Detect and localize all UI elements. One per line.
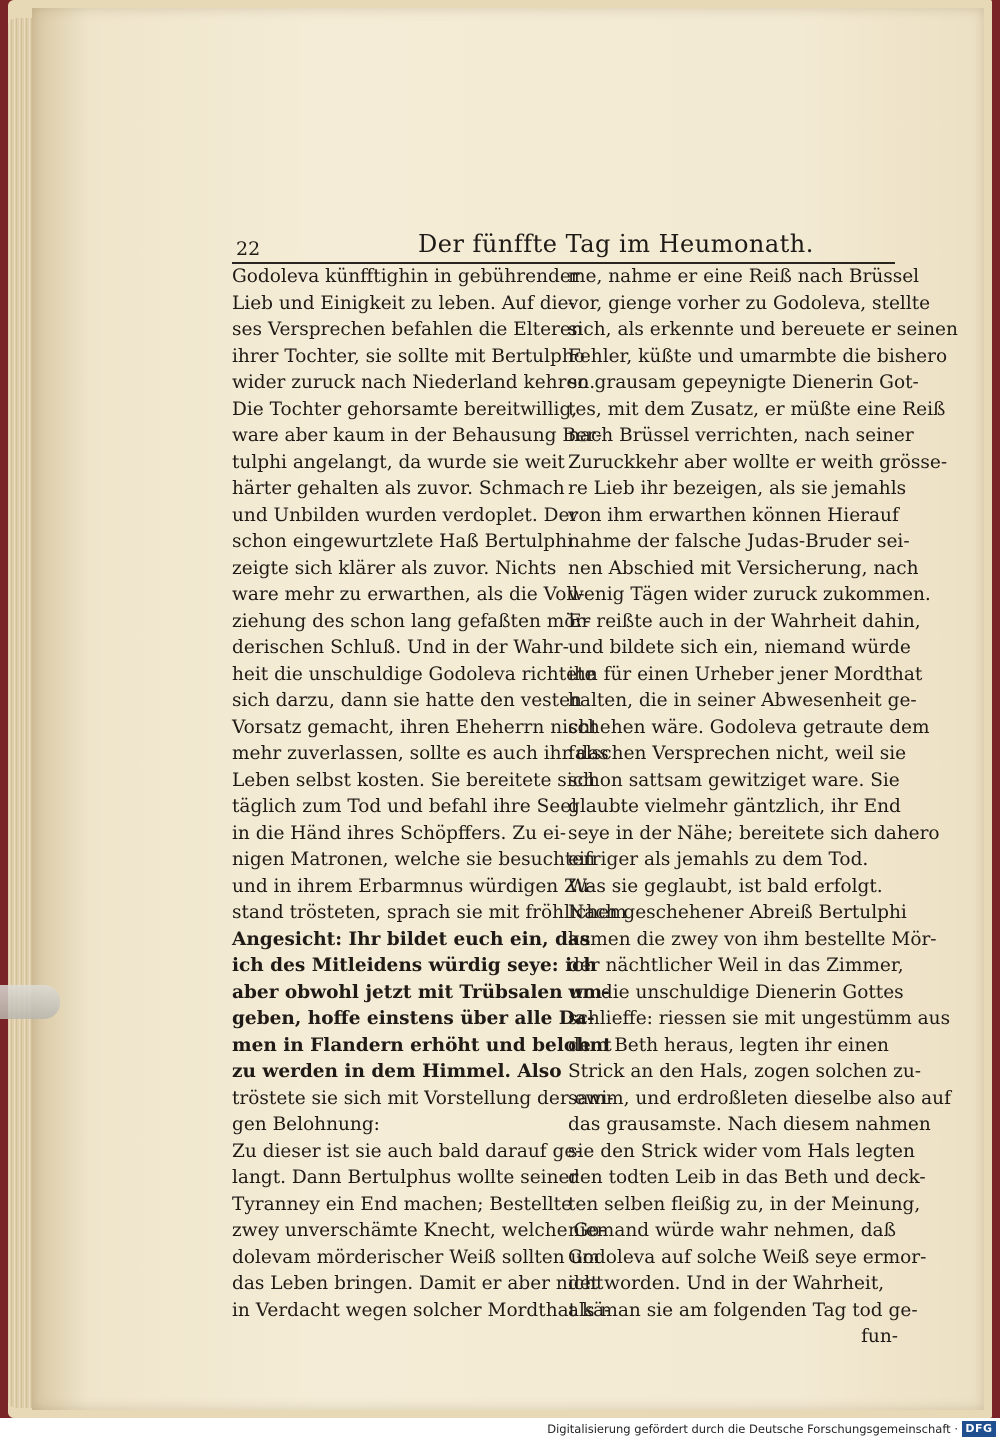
- thumb-marker: [0, 985, 60, 1019]
- text-line: aber obwohl jetzt mit Trübsalen um-: [232, 981, 610, 1003]
- text-line: und bildete sich ein, niemand würde: [568, 637, 911, 658]
- text-line: der nächtlicher Weil in das Zimmer,: [568, 955, 904, 976]
- running-head: Der fünffte Tag im Heumonath.: [418, 230, 814, 258]
- text-line: Zu dieser ist sie auch bald darauf ge-: [232, 1140, 582, 1162]
- text-line: stand trösteten, sprach sie mit fröhlichem: [232, 902, 627, 923]
- left-text-column: [232, 264, 627, 1324]
- text-line: me, nahme er eine Reiß nach Brüssel: [568, 266, 920, 287]
- text-line: den todten Leib in das Beth und deck-: [568, 1167, 926, 1188]
- text-line: vor, gienge vorher zu Godoleva, stellte: [568, 292, 931, 314]
- text-line: wider zuruck nach Niederland kehren.: [232, 372, 596, 393]
- text-line: tulphi angelangt, da wurde sie weit: [232, 451, 565, 473]
- text-line: schlieffe: riessen sie mit ungestümm aus: [568, 1008, 951, 1029]
- text-line: Godoleva künfftighin in gebührender: [232, 266, 580, 287]
- text-line: nen Abschied mit Versicherung, nach: [568, 557, 919, 579]
- text-line: Tyranney ein End machen; Bestellte: [232, 1193, 573, 1215]
- text-line: Vorsatz gemacht, ihren Eheherrn nicht: [232, 716, 598, 738]
- text-line: sich, als erkennte und bereuete er seinen: [568, 319, 958, 340]
- text-line: gen Belohnung:: [232, 1114, 380, 1135]
- text-line: und in ihrem Erbarmnus würdigen Zu-: [232, 875, 596, 897]
- text-line: Angesicht: Ihr bildet euch ein, das: [232, 928, 591, 950]
- funding-credit: Digitalisierung gefördert durch die Deutsche Forschungsgemeinschaft ·: [547, 1422, 958, 1436]
- text-line: ich des Mitleidens würdig seye: ich: [232, 955, 597, 976]
- text-line: Strick an den Hals, zogen solchen zu-: [568, 1061, 922, 1082]
- text-line: niemand würde wahr nehmen, daß: [568, 1220, 896, 1241]
- text-line: Lieb und Einigkeit zu leben. Auf die-: [232, 292, 575, 314]
- text-line: ses Versprechen befahlen die Elteren: [232, 319, 583, 340]
- text-line: langt. Dann Bertulphus wollte seiner: [232, 1167, 579, 1188]
- text-line: und Unbilden wurden verdoplet. Der: [232, 504, 579, 526]
- text-line: ziehung des schon lang gefaßten mör-: [232, 610, 591, 632]
- text-line: kamen die zwey von ihm bestellte Mör-: [568, 928, 937, 950]
- text-line: in die Händ ihres Schöpffers. Zu ei-: [232, 822, 566, 844]
- text-line: als man sie am folgenden Tag tod ge-: [568, 1299, 918, 1321]
- text-line: det worden. Und in der Wahrheit,: [568, 1273, 885, 1294]
- text-line: derischen Schluß. Und in der Wahr-: [232, 637, 569, 658]
- text-line: tes, mit dem Zusatz, er müßte eine Reiß: [568, 398, 946, 420]
- right-text-column: [568, 264, 958, 1351]
- text-line: schon eingewurtzlete Haß Bertulphi: [232, 531, 573, 552]
- text-line: sie den Strick wider vom Hals legten: [568, 1140, 915, 1162]
- text-line: nahme der falsche Judas-Bruder sei-: [568, 531, 910, 552]
- page-number: 22: [236, 238, 261, 260]
- text-line: nigen Matronen, welche sie besuchten: [232, 849, 596, 870]
- text-line: Er reißte auch in der Wahrheit dahin,: [568, 610, 921, 632]
- text-line: glaubte vielmehr gäntzlich, ihr End: [568, 796, 901, 817]
- text-line: Zuruckkehr aber wollte er weith grösse-: [568, 451, 948, 473]
- text-line: re Lieb ihr bezeigen, als sie jemahls: [568, 478, 907, 499]
- dfg-logo: DFG: [962, 1421, 996, 1437]
- text-line: in Verdacht wegen solcher Mordthat kä-: [232, 1299, 611, 1321]
- text-line: das grausamste. Nach diesem nahmen: [568, 1114, 931, 1135]
- text-line: sich darzu, dann sie hatte den vesten: [232, 690, 582, 711]
- text-line: zu werden in dem Himmel. Also: [232, 1061, 562, 1082]
- text-line: ihrer Tochter, sie sollte mit Bertulpho: [232, 345, 585, 367]
- catchword: fun-: [861, 1326, 898, 1347]
- text-line: ihn für einen Urheber jener Mordthat: [568, 663, 923, 685]
- text-line: zeigte sich klärer als zuvor. Nichts: [232, 557, 557, 579]
- text-line: dem Beth heraus, legten ihr einen: [568, 1034, 889, 1056]
- text-line: Leben selbst kosten. Sie bereitete sich: [232, 769, 595, 791]
- footer-bar: [0, 1418, 1000, 1441]
- text-line: heit die unschuldige Godoleva richtete: [232, 663, 596, 685]
- text-line: samm, und erdroßleten dieselbe also auf: [568, 1087, 951, 1109]
- page-header: [232, 230, 895, 264]
- text-line: halten, die in seiner Abwesenheit ge-: [568, 690, 917, 711]
- text-line: seye in der Nähe; bereitete sich dahero: [568, 822, 940, 844]
- text-line: tröstete sie sich mit Vorstellung der ewi-: [232, 1087, 614, 1109]
- text-line: mehr zuverlassen, sollte es auch ihr das: [232, 743, 609, 764]
- text-line: dolevam mörderischer Weiß sollten um: [232, 1246, 600, 1268]
- text-line: Fehler, küßte und umarmbte die bishero: [568, 345, 948, 367]
- text-line: nach Brüssel verrichten, nach seiner: [568, 425, 914, 446]
- text-line: Die Tochter gehorsamte bereitwillig,: [232, 398, 578, 420]
- text-line: eifriger als jemahls zu dem Tod.: [568, 849, 869, 870]
- text-line: Godoleva auf solche Weiß seye ermor-: [568, 1246, 927, 1268]
- text-line: von ihm erwarthen können Hierauf: [568, 504, 899, 526]
- text-line: ware aber kaum in der Behausung Ber-: [232, 425, 602, 446]
- text-line: das Leben bringen. Damit er aber nicht: [232, 1273, 604, 1294]
- text-line: täglich zum Tod und befahl ihre Seel: [232, 796, 578, 817]
- text-line: schon sattsam gewitziget ware. Sie: [568, 769, 900, 791]
- text-line: men in Flandern erhöht und belohnt: [232, 1034, 612, 1056]
- text-line: ware mehr zu erwarthen, als die Voll-: [232, 584, 585, 605]
- text-line: zwey unverschämte Knecht, welche Go-: [232, 1220, 606, 1241]
- text-line: ten selben fleißig zu, in der Meinung,: [568, 1193, 921, 1215]
- text-line: so grausam gepeynigte Dienerin Got-: [568, 372, 919, 393]
- text-line: falschen Versprechen nicht, weil sie: [568, 743, 907, 764]
- text-line: wenig Tägen wider zuruck zukommen.: [568, 584, 931, 605]
- text-line: geben, hoffe einstens über alle Da-: [232, 1008, 595, 1029]
- text-line: schehen wäre. Godoleva getraute dem: [568, 716, 930, 738]
- text-line: härter gehalten als zuvor. Schmach: [232, 478, 565, 499]
- text-line: Nach geschehener Abreiß Bertulphi: [568, 902, 907, 923]
- text-line: wo die unschuldige Dienerin Gottes: [568, 981, 904, 1003]
- text-line: Was sie geglaubt, ist bald erfolgt.: [568, 875, 883, 897]
